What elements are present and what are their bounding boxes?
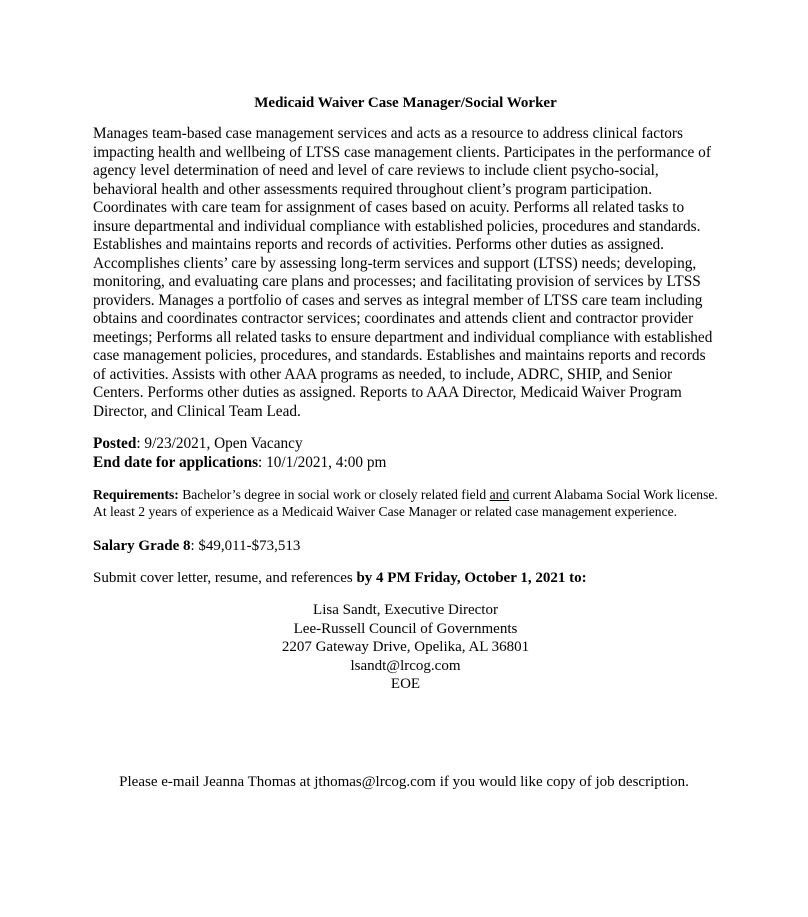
salary-label: Salary Grade 8 — [93, 538, 191, 554]
contact-email: lsandt@lrcog.com — [350, 657, 461, 674]
contact-block — [93, 601, 718, 694]
job-description: Manages team-based case management services and acts as a resource to address clinical factors impacting health and wellbeing of LTSS case management clients. Participates in the performance of agency level determination of need and level of care reviews to include client psycho-social, behavioral health and other assessments required throughout client’s program participation. Coordinates with care team for assignment of cases based on acuity. Performs all related tasks to insure departmental and individual compliance with established policies, procedures and standards. Establishes and maintains reports and records of activities. Performs other duties as assigned. Accomplishes clients’ care by assessing long-term services and support (LTSS) needs; developing, monitoring, and evaluating care plans and processes; and facilitating provision of services by LTSS providers. Manages a portfolio of cases and serves as integral member of LTSS care team including obtains and coordinates contractor services; coordinates and attends client and contractor provider meetings; Performs all related tasks to ensure department and individual compliance with established case management policies, procedures, and standards. Establishes and maintains reports and records of activities. Assists with other AAA programs as needed, to include, ADRC, SHIP, and Senior Centers. Performs other duties as assigned. Reports to AAA Director, Medicaid Waiver Program Director, and Clinical Team Lead. — [93, 125, 713, 420]
contact-address: 2207 Gateway Drive, Opelika, AL 36801 — [281, 639, 530, 655]
job-posting — [93, 94, 718, 694]
submit-instructions — [93, 569, 718, 587]
requirements-text-2: current Alabama Social Work license. At least 2 years of experience as a Medicaid Waiver Case Manager or related case management experience. — [93, 487, 718, 519]
submit-deadline: by 4 PM Friday, October 1, 2021 to: — [356, 570, 587, 586]
submit-text: Submit cover letter, resume, and references — [93, 570, 357, 586]
requirements-and: and — [489, 487, 510, 502]
requirements-text-1: Bachelor’s degree in social work or closely related field — [178, 487, 490, 502]
page-title: Medicaid Waiver Case Manager/Social Worker — [254, 95, 557, 111]
email-note: Please e-mail Jeanna Thomas at jthomas@lrcog.com if you would like copy of job description. — [119, 774, 689, 790]
posting-dates — [93, 435, 718, 472]
end-date-line — [93, 454, 718, 473]
contact-eoe: EOE — [390, 676, 421, 692]
requirements — [93, 486, 718, 520]
posted-label: Posted — [93, 435, 137, 452]
salary-value: : $49,011-$73,513 — [190, 538, 301, 554]
requirements-label: Requirements: — [93, 487, 179, 502]
salary — [93, 537, 718, 555]
posted-value: : 9/23/2021, Open Vacancy — [136, 435, 303, 452]
end-date-label: End date for applications — [93, 453, 259, 471]
end-date-value: : 10/1/2021, 4:00 pm — [258, 453, 387, 471]
contact-name: Lisa Sandt, Executive Director — [313, 602, 498, 618]
posted-line — [93, 435, 718, 454]
contact-org: Lee-Russell Council of Governments — [293, 620, 518, 637]
